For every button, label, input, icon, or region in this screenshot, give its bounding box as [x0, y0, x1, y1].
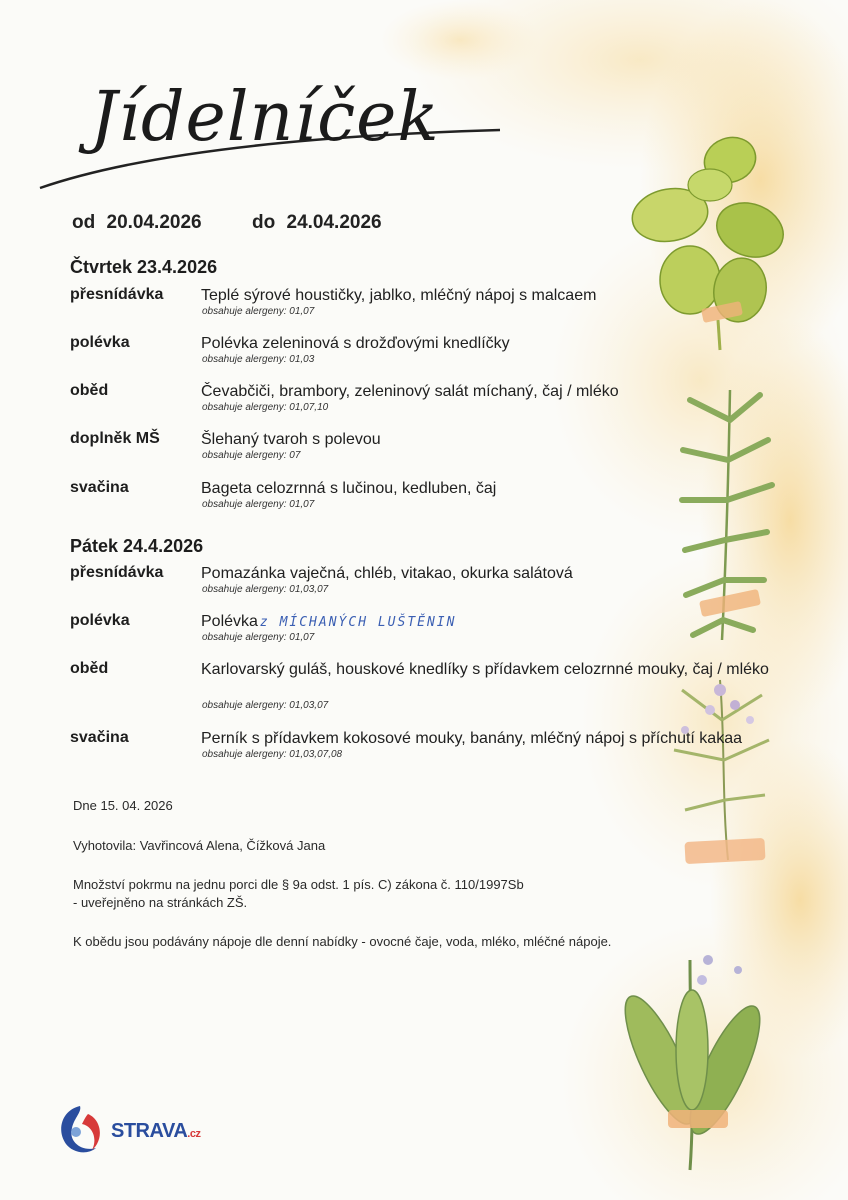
- title-flourish: [30, 30, 530, 200]
- period-from: [72, 212, 202, 234]
- day-heading: Čtvrtek 23.4.2026: [70, 257, 218, 277]
- period-to: [252, 212, 382, 234]
- allergens-note: obsahuje alergeny: 01,07: [202, 632, 315, 643]
- period-to-label: do: [252, 212, 276, 233]
- meal-label: přesnídávka: [70, 286, 164, 303]
- logo-brand: STRAVA: [111, 1120, 188, 1142]
- meal-text: Polévka zeleninová s drožďovými knedlíčky: [201, 335, 510, 352]
- meal-text: Perník s přídavkem kokosové mouky, banány, mléčný nápoj s příchutí kakaa: [201, 730, 742, 747]
- allergens-note: obsahuje alergeny: 01,03,07,08: [202, 749, 343, 760]
- meal-text: Šlehaný tvaroh s polevou: [201, 431, 381, 448]
- prepared-by: Vyhotovila: Vavřincová Alena, Čížková Jana: [73, 838, 326, 853]
- issue-date: Dne 15. 04. 2026: [73, 798, 173, 813]
- strava-logo-text: [111, 1120, 200, 1143]
- allergens-note: obsahuje alergeny: 01,07: [202, 306, 315, 317]
- period-from-label: od: [72, 212, 96, 233]
- handwritten-note: z MÍCHANÝCH LUŠTĚNIN: [259, 615, 457, 630]
- period-from-date: 20.04.2026: [106, 212, 202, 233]
- strava-logo-icon: [52, 1100, 108, 1160]
- logo-suffix: .cz: [187, 1128, 201, 1140]
- allergens-note: obsahuje alergeny: 07: [202, 450, 301, 461]
- meal-text: [201, 612, 791, 633]
- portion-note-published: - uveřejněno na stránkách ZŠ.: [73, 895, 248, 910]
- allergens-note: obsahuje alergeny: 01,07: [202, 499, 315, 510]
- thyme-illustration: [674, 680, 769, 864]
- meal-label: oběd: [70, 660, 109, 677]
- allergens-note: obsahuje alergeny: 01,07,10: [202, 402, 329, 413]
- basil-illustration: [628, 130, 791, 350]
- strava-logo: [52, 1100, 222, 1160]
- allergens-note: obsahuje alergeny: 01,03,07: [202, 700, 329, 711]
- meal-label: polévka: [70, 612, 130, 629]
- day-heading: Pátek 24.4.2026: [70, 536, 204, 556]
- rosemary-illustration: [682, 390, 772, 640]
- meal-text: Pomazánka vaječná, chléb, vitakao, okurka salátová: [201, 565, 573, 582]
- sage-illustration: [612, 955, 772, 1170]
- drinks-note: K obědu jsou podávány nápoje dle denní nabídky - ovocné čaje, voda, mléko, mléčné nápoje.: [73, 934, 612, 949]
- title-text: Jídelníček: [90, 78, 440, 157]
- meal-label: oběd: [70, 382, 109, 399]
- meal-text: Teplé sýrové houstičky, jablko, mléčný nápoj s malcaem: [201, 287, 597, 304]
- meal-text: Bageta celozrnná s lučinou, kedluben, čaj: [201, 480, 497, 497]
- meal-label: svačina: [70, 479, 129, 496]
- meal-text-printed: Polévka: [201, 613, 258, 630]
- meal-label: doplněk MŠ: [70, 430, 160, 447]
- allergens-note: obsahuje alergeny: 01,03,07: [202, 584, 329, 595]
- meal-text: Čevabčiči, brambory, zeleninový salát míchaný, čaj / mléko: [201, 383, 619, 400]
- portion-note: Množství pokrmu na jednu porci dle § 9a odst. 1 pís. C) zákona č. 110/1997Sb: [73, 877, 524, 892]
- meal-text: Karlovarský guláš, houskové knedlíky s přídavkem celozrnné mouky, čaj / mléko: [201, 661, 769, 678]
- meal-label: přesnídávka: [70, 564, 164, 581]
- period-to-date: 24.04.2026: [286, 212, 382, 233]
- meal-label: svačina: [70, 729, 129, 746]
- menu-title: [30, 30, 530, 200]
- allergens-note: obsahuje alergeny: 01,03: [202, 354, 315, 365]
- meal-label: polévka: [70, 334, 130, 351]
